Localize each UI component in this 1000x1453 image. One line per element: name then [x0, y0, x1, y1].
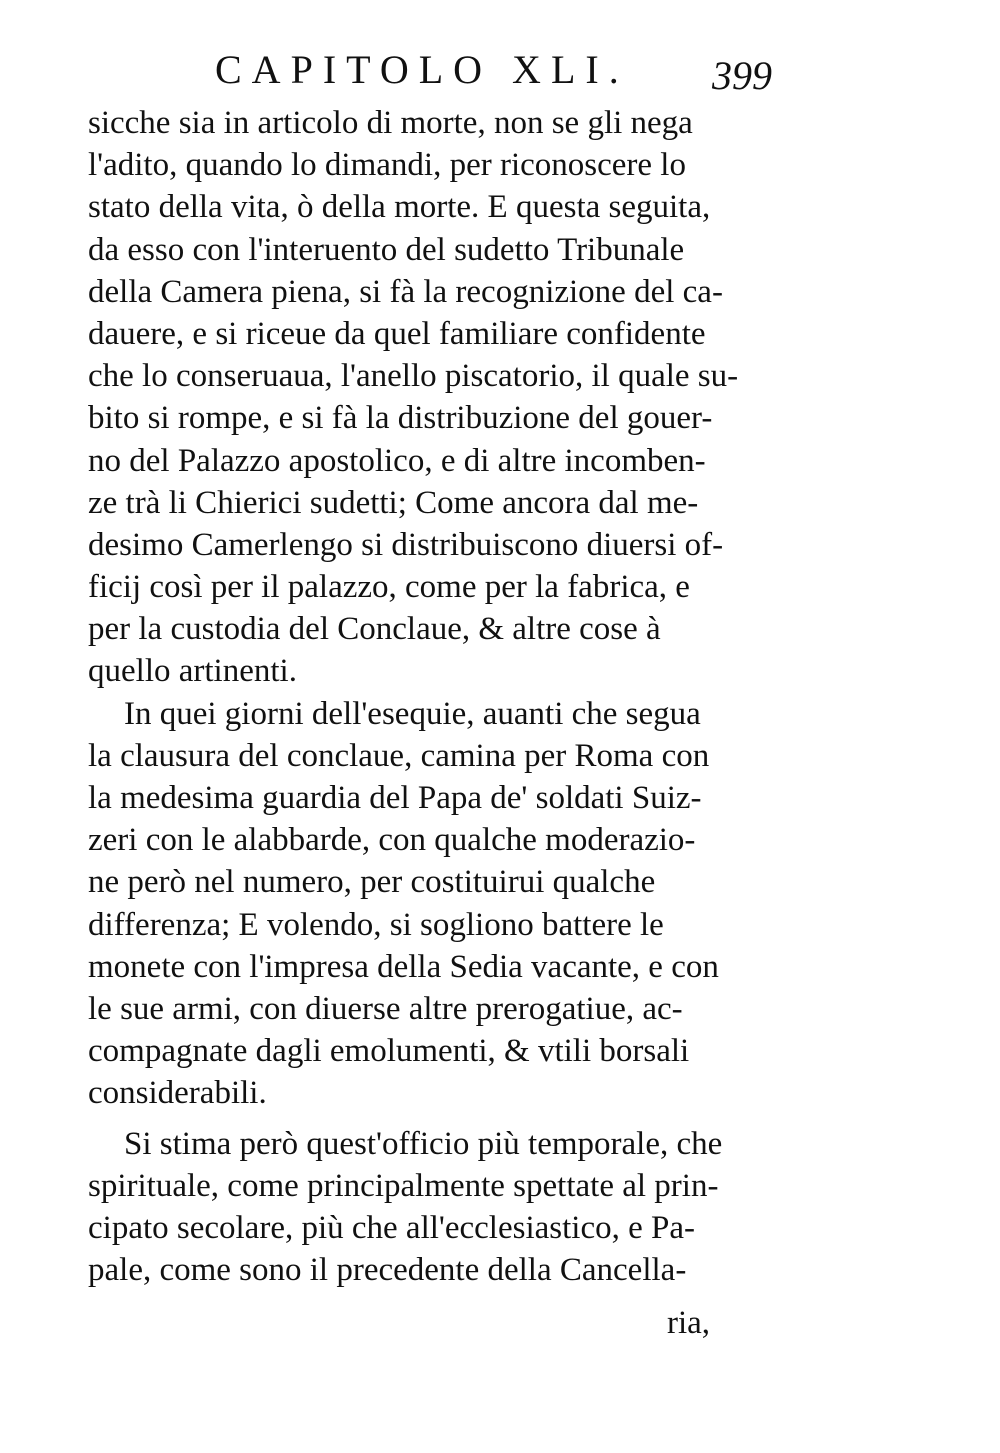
text-line: ne però nel numero, per costituirui qualche [88, 864, 656, 901]
text-line: no del Palazzo apostolico, e di altre incomben- [88, 442, 706, 479]
page-number: 399 [712, 53, 772, 98]
body-text [88, 102, 788, 1291]
text-line: sicche sia in articolo di morte, non se gli nega [88, 105, 693, 141]
text-line: monete con l'impresa della Sedia vacante, e con [88, 948, 719, 985]
text-line: dauere, e si riceue da quel familiare confidente [88, 315, 706, 352]
page-header [0, 40, 1000, 100]
text-line: bito si rompe, e si fà la distribuzione del gouer- [88, 400, 713, 437]
text-line: della Camera piena, si fà la recognizione del ca- [88, 273, 723, 310]
text-line: che lo conseruaua, l'anello piscatorio, il quale su- [88, 358, 739, 395]
text-line: cipato secolare, più che all'ecclesiastico, e Pa- [88, 1209, 695, 1246]
catchword: ria, [667, 1305, 711, 1341]
paragraph-first-line: Si stima però quest'officio più temporale, che [124, 1125, 723, 1162]
text-line: la clausura del conclaue, camina per Roma con [88, 737, 710, 774]
running-head: CAPITOLO XLI. [215, 47, 629, 92]
text-line: la medesima guardia del Papa de' soldati Suiz- [88, 780, 702, 816]
text-line: differenza; E volendo, si sogliono battere le [88, 906, 664, 943]
text-line: compagnate dagli emolumenti, & vtili borsali [88, 1033, 690, 1070]
text-line: da esso con l'interuento del sudetto Tribunale [88, 231, 685, 268]
text-line: considerabili. [88, 1075, 267, 1112]
text-line: per la custodia del Conclaue, & altre cose à [88, 611, 661, 648]
text-line: l'adito, quando lo dimandi, per riconoscere lo [88, 147, 686, 184]
text-line: ze trà li Chierici sudetti; Come ancora dal me- [88, 484, 699, 521]
text-line: desimo Camerlengo si distribuiscono diuersi of- [88, 526, 724, 563]
text-line: quello artinenti. [88, 653, 297, 690]
text-line: le sue armi, con diuerse altre prerogatiue, ac- [88, 990, 683, 1027]
text-line: spirituale, come principalmente spettate al prin- [88, 1167, 719, 1204]
paragraph-first-line: In quei giorni dell'esequie, auanti che segua [124, 695, 701, 732]
text-line: pale, come sono il precedente della Cancella- [88, 1252, 687, 1289]
text-line: stato della vita, ò della morte. E questa seguita, [88, 189, 711, 226]
text-line: ficij così per il palazzo, come per la fabrica, e [88, 569, 690, 606]
text-line: zeri con le alabbarde, con qualche moderazio- [88, 822, 696, 859]
